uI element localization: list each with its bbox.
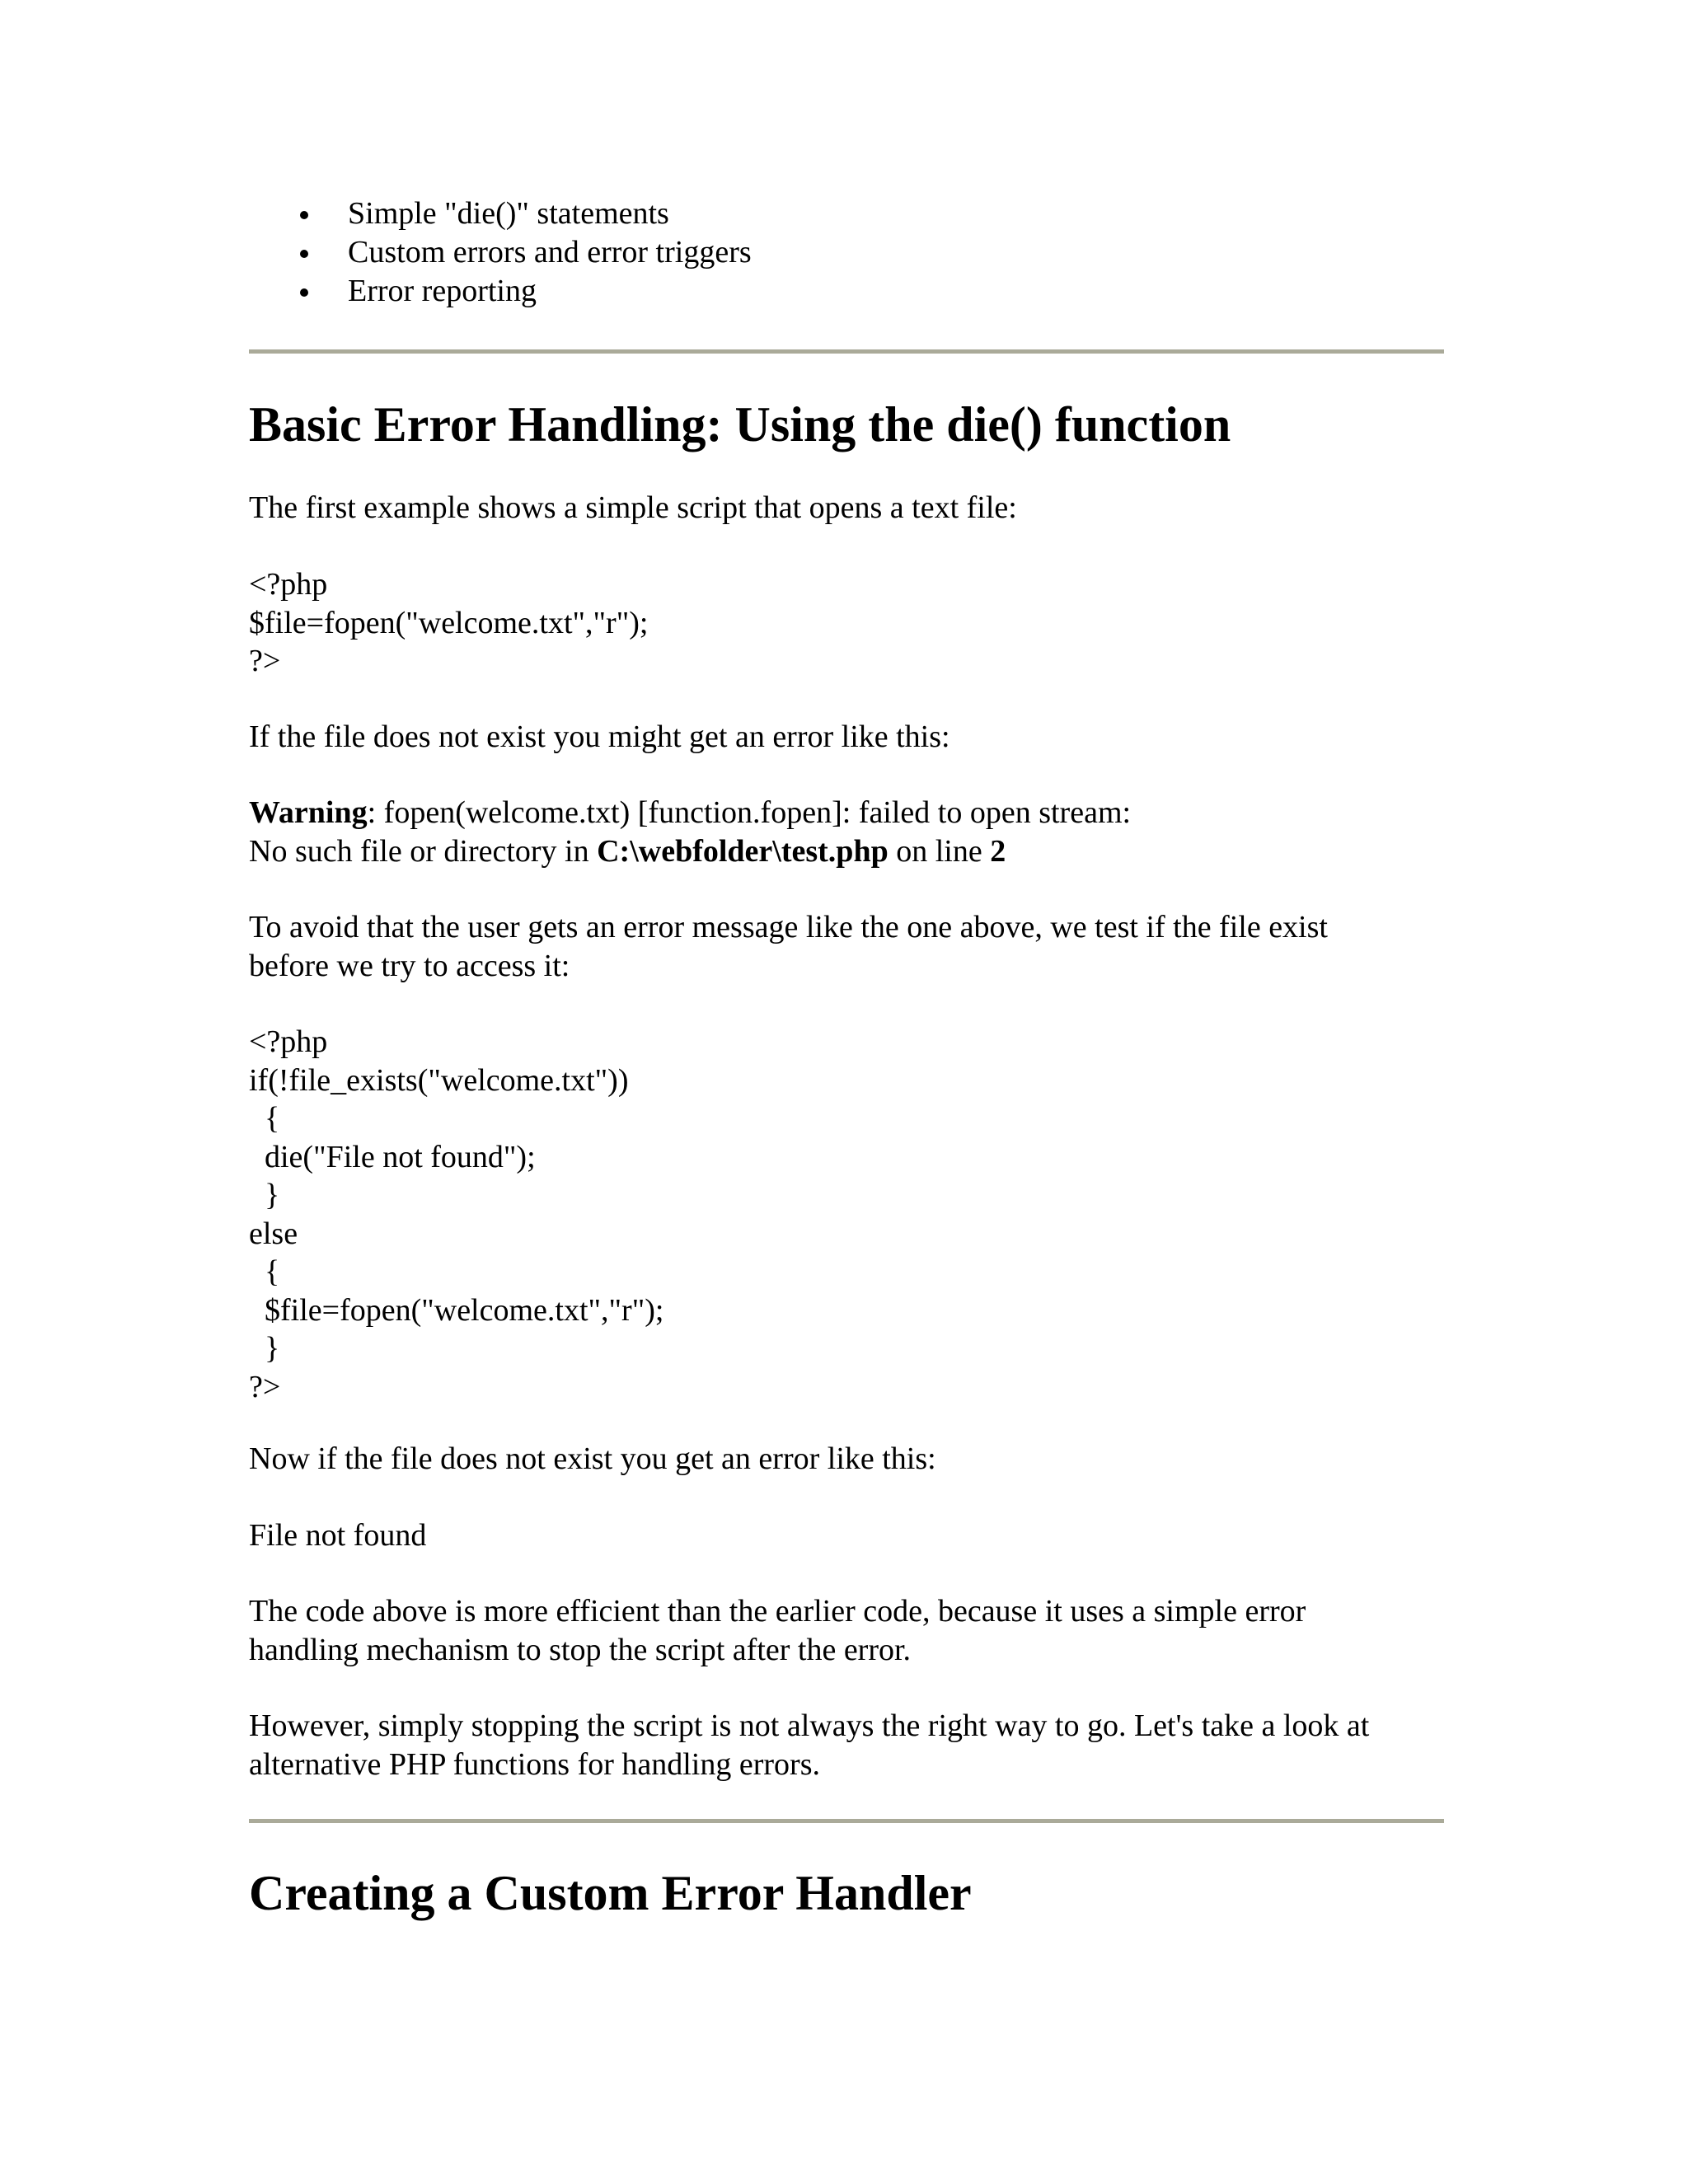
avoid-paragraph: To avoid that the user gets an error message like the one above, we test if the file exist before we try to access it: bbox=[249, 910, 1328, 983]
warning-message: Warning: fopen(welcome.txt) [function.fopen]: failed to open stream: No such file or directory in C:\webfolder\test.php on line 2 bbox=[249, 795, 1132, 869]
file-path: C:\webfolder\test.php bbox=[597, 833, 889, 869]
list-item: Simple "die()" statements bbox=[249, 194, 752, 233]
error-intro-paragraph: If the file does not exist you might get an error like this: bbox=[249, 719, 950, 754]
list-item: Error reporting bbox=[249, 272, 752, 311]
section-heading-die: Basic Error Handling: Using the die() function bbox=[249, 397, 1231, 452]
bullet-icon bbox=[300, 250, 308, 258]
bullet-icon bbox=[300, 211, 308, 219]
intro-paragraph: The first example shows a simple script that opens a text file: bbox=[249, 490, 1017, 525]
code-example-fopen: <?php $file=fopen("welcome.txt","r"); ?> bbox=[249, 567, 649, 678]
now-paragraph: Now if the file does not exist you get an error like this: bbox=[249, 1441, 936, 1476]
however-paragraph: However, simply stopping the script is not always the right way to go. Let's take a look at alternative PHP functions for handling errors. bbox=[249, 1708, 1370, 1782]
code-example-file-exists: <?php if(!file_exists("welcome.txt")) { die("File not found"); } else { $file=fopen("welcome.txt","r"); } ?> bbox=[249, 1024, 664, 1404]
horizontal-rule bbox=[249, 1819, 1444, 1823]
line-number: 2 bbox=[990, 833, 1006, 869]
section-heading-custom-handler: Creating a Custom Error Handler bbox=[249, 1866, 972, 1920]
warning-label: Warning bbox=[249, 795, 368, 830]
topic-list bbox=[249, 194, 752, 311]
output-example: File not found bbox=[249, 1518, 427, 1553]
efficiency-paragraph: The code above is more efficient than the earlier code, because it uses a simple error handling mechanism to stop the script after the error. bbox=[249, 1594, 1306, 1667]
horizontal-rule bbox=[249, 349, 1444, 354]
list-item: Custom errors and error triggers bbox=[249, 233, 752, 272]
bullet-icon bbox=[300, 288, 308, 297]
